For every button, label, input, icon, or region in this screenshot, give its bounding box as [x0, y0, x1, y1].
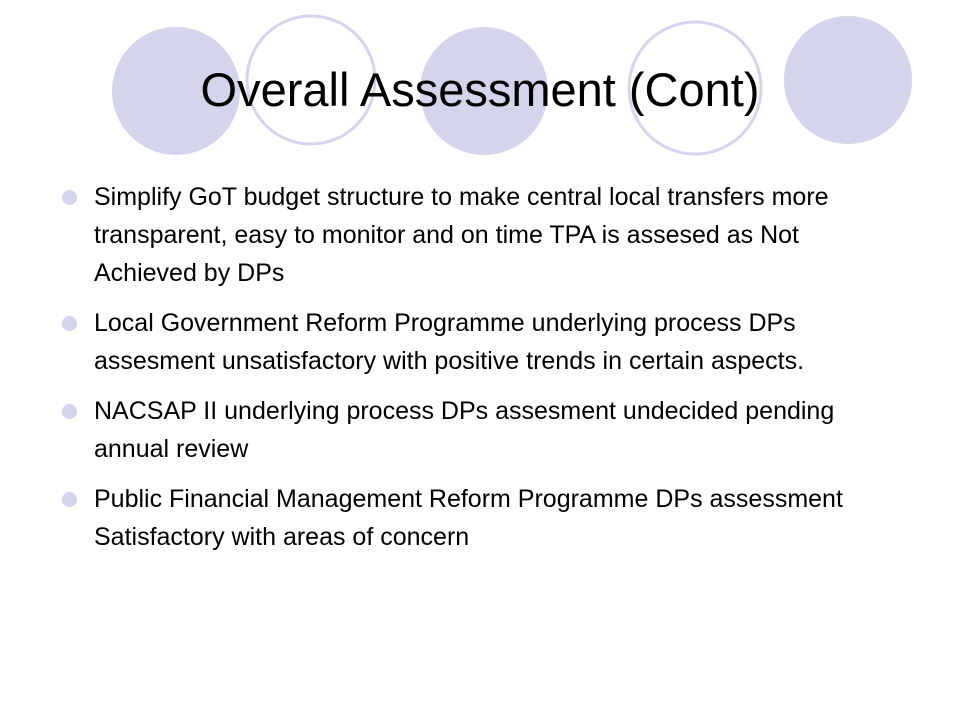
- bullet-text: Local Government Reform Programme underlying process DPs assesment unsatisfactory with positive trends in certain aspects.: [94, 309, 805, 375]
- bullet-dot-icon: [62, 492, 77, 507]
- bullet-list: [60, 178, 860, 568]
- bullet-dot-icon: [62, 190, 77, 205]
- bullet-text: Simplify GoT budget structure to make central local transfers more transparent, easy to monitor and on time TPA is assesed as Not Achieved by DPs: [94, 183, 829, 287]
- bullet-text: Public Financial Management Reform Programme DPs assessment Satisfactory with areas of concern: [94, 485, 843, 551]
- bullet-item: [60, 480, 860, 556]
- bullet-dot-icon: [62, 404, 77, 419]
- bullet-item: [60, 178, 860, 292]
- slide-title: Overall Assessment (Cont): [200, 63, 760, 116]
- bullet-item: [60, 304, 860, 380]
- bullet-item: [60, 392, 860, 468]
- bullet-dot-icon: [62, 316, 77, 331]
- bullet-text: NACSAP II underlying process DPs assesment undecided pending annual review: [94, 397, 835, 463]
